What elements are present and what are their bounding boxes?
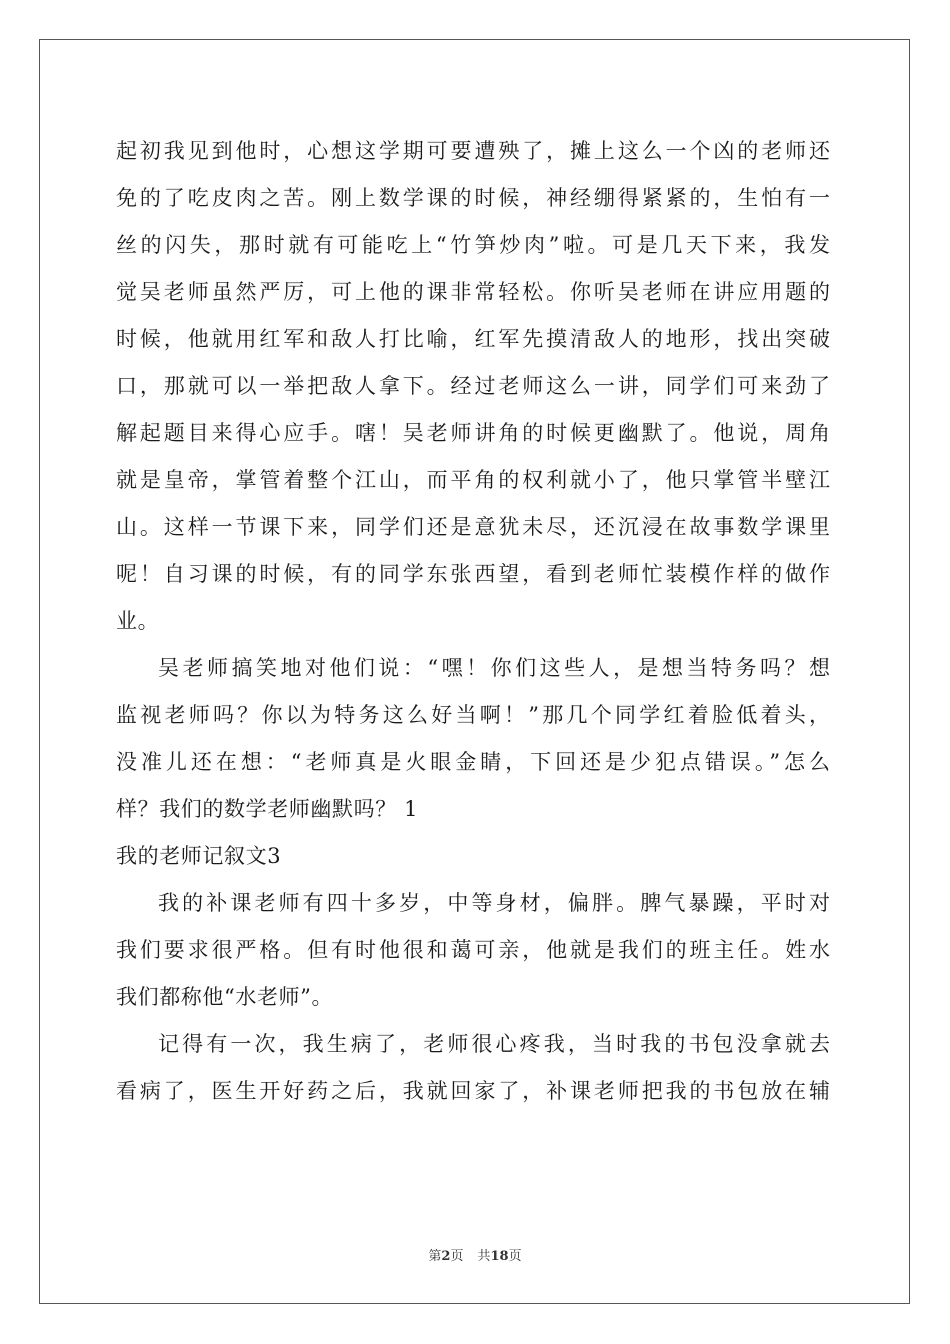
paragraph-line: 觉吴老师虽然严厉，可上他的课非常轻松。你听吴老师在讲应用题的 xyxy=(116,280,830,304)
page-footer xyxy=(0,1248,950,1266)
paragraph-line: 起初我见到他时，心想这学期可要遭殃了，摊上这么一个凶的老师还 xyxy=(116,139,830,163)
paragraph-line: 免的了吃皮肉之苦。刚上数学课的时候，神经绷得紧紧的，生怕有一 xyxy=(116,186,830,210)
paragraph-line: 时候，他就用红军和敌人打比喻，红军先摸清敌人的地形，找出突破 xyxy=(116,327,830,351)
paragraph-line: 样？我们的数学老师幽默吗？ 1 xyxy=(116,797,419,821)
paragraph-line: 山。这样一节课下来，同学们还是意犹未尽，还沉浸在故事数学课里 xyxy=(116,515,830,539)
paragraph-line: 我的补课老师有四十多岁，中等身材，偏胖。脾气暴躁，平时对 xyxy=(158,891,830,915)
paragraph-line: 吴老师搞笑地对他们说：“嘿！你们这些人，是想当特务吗？想 xyxy=(158,656,830,680)
paragraph-line: 看病了，医生开好药之后，我就回家了，补课老师把我的书包放在辅 xyxy=(116,1079,830,1103)
paragraph-line: 解起题目来得心应手。嗐！吴老师讲角的时候更幽默了。他说，周角 xyxy=(116,421,830,445)
page-total: 共18页 xyxy=(477,1249,522,1264)
paragraph-line: 记得有一次，我生病了，老师很心疼我，当时我的书包没拿就去 xyxy=(158,1032,830,1056)
page-number: 第2页 xyxy=(428,1249,464,1264)
paragraph-line: 丝的闪失，那时就有可能吃上“竹笋炒肉”啦。可是几天下来，我发 xyxy=(116,233,830,257)
paragraph-line: 业。 xyxy=(116,609,160,633)
paragraph-line: 我们都称他“水老师”。 xyxy=(116,985,334,1009)
paragraph-line: 口，那就可以一举把敌人拿下。经过老师这么一讲，同学们可来劲了 xyxy=(116,374,830,398)
paragraph-line: 就是皇帝，掌管着整个江山，而平角的权利就小了，他只掌管半壁江 xyxy=(116,468,830,492)
paragraph-line: 监视老师吗？你以为特务这么好当啊！”那几个同学红着脸低着头， xyxy=(116,703,830,727)
paragraph-line: 我们要求很严格。但有时他很和蔼可亲，他就是我们的班主任。姓水 xyxy=(116,938,830,962)
paragraph-line: 呢！自习课的时候，有的同学东张西望，看到老师忙装模作样的做作 xyxy=(116,562,830,586)
section-heading: 我的老师记叙文3 xyxy=(116,844,282,868)
paragraph-line: 没准儿还在想：“老师真是火眼金睛，下回还是少犯点错误。”怎么 xyxy=(116,750,830,774)
